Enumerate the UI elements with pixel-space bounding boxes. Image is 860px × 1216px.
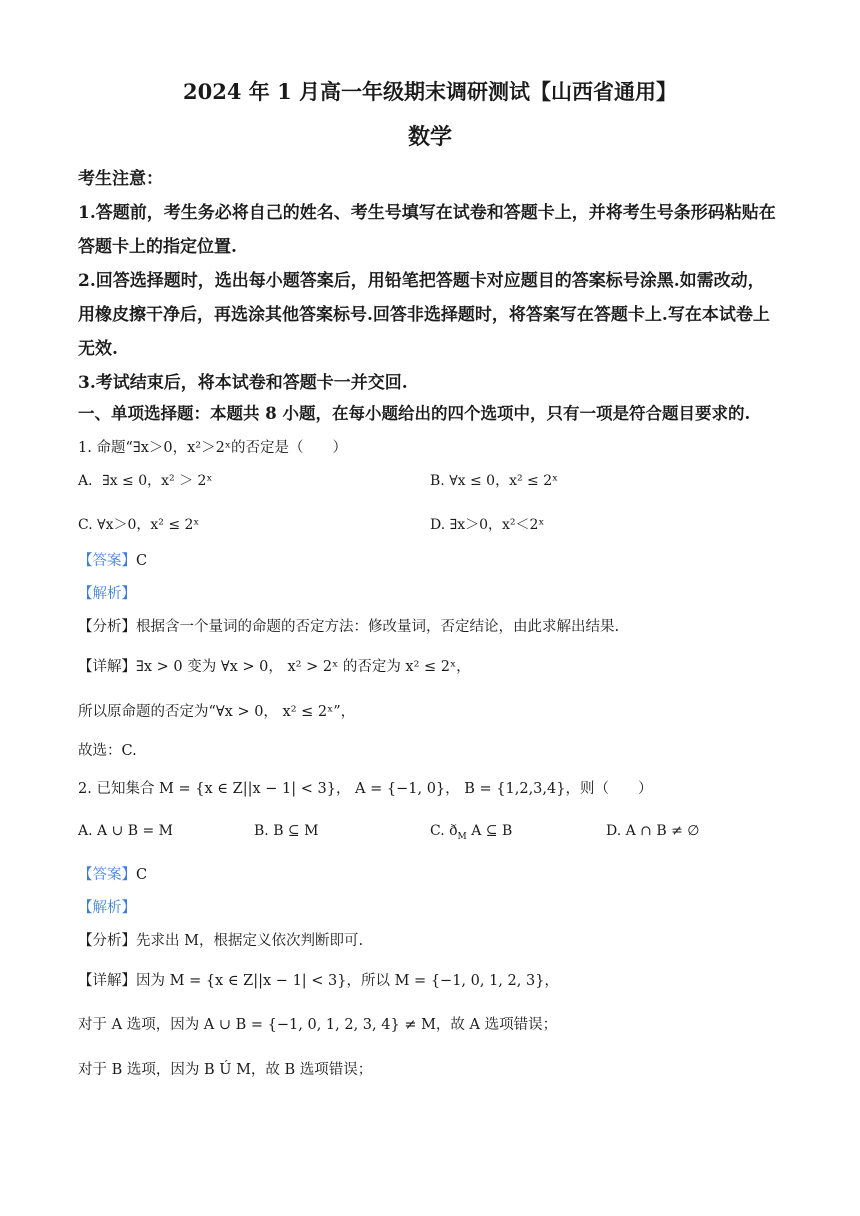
notice-line: 1.答题前，考生务必将自己的姓名、考生号填写在试卷和答题卡上，并将考生号条形码粘贴在 — [78, 203, 776, 223]
q1-fenxi: 【分析】根据含一个量词的命题的否定方法：修改量词，否定结论，由此求解出结果. — [78, 619, 620, 635]
option-c-rest: A ⊆ B — [466, 823, 513, 839]
question-1-stem: 1. 命题“∃x＞0，x²＞2ˣ的否定是（ ） — [78, 440, 347, 456]
q2-option-a: A. A ∪ B = M — [78, 823, 174, 839]
q1-option-b: B. ∀x ≤ 0，x² ≤ 2ˣ — [430, 473, 559, 489]
notice-line: 3.考试结束后，将本试卷和答题卡一并交回. — [78, 373, 408, 393]
q1-option-a: A．∃x ≤ 0，x² ＞ 2ˣ — [78, 473, 213, 489]
q1-conclusion: 所以原命题的否定为“∀x > 0， x² ≤ 2ˣ”， — [78, 704, 356, 720]
q1-analysis-label: 【解析】 — [78, 586, 136, 602]
notice-line: 无效. — [78, 339, 118, 359]
complement-subscript: M — [457, 831, 467, 842]
q1-option-c: C. ∀x＞0，x² ≤ 2ˣ — [78, 517, 200, 533]
q2-analysis-label: 【解析】 — [78, 900, 136, 916]
answer-label: 【答案】 — [78, 553, 136, 569]
notice-heading: 考生注意： — [78, 169, 163, 189]
q2-option-d: D. A ∩ B ≠ ∅ — [606, 823, 700, 839]
q2-b-check: 对于 B 选项，因为 B Ú M，故 B 选项错误； — [78, 1062, 373, 1078]
q2-fenxi: 【分析】先求出 M，根据定义依次判断即可. — [78, 933, 364, 949]
exam-title: 2024 年 1 月高一年级期末调研测试【山西省通用】 — [183, 79, 677, 104]
answer-value: C — [136, 867, 148, 883]
q2-detail: 【详解】因为 M = {x ∈ Z||x − 1| < 3}，所以 M = {−1, 0, 1, 2, 3}， — [78, 973, 559, 989]
answer-label: 【答案】 — [78, 867, 136, 883]
q1-choice: 故选：C. — [78, 743, 137, 759]
q1-option-d: D. ∃x＞0，x²＜2ˣ — [430, 517, 545, 533]
q2-option-c — [430, 823, 512, 842]
subject-title: 数学 — [407, 124, 452, 150]
q1-answer — [78, 549, 147, 570]
answer-value: C — [136, 553, 148, 569]
question-2-stem: 2. 已知集合 M = {x ∈ Z||x − 1| < 3}， A = {−1, 0}， B = {1,2,3,4}，则（ ） — [78, 781, 653, 797]
q2-answer — [78, 863, 147, 884]
q2-option-b: B. B ⊆ M — [254, 823, 319, 839]
notice-line: 2.回答选择题时，选出每小题答案后，用铅笔把答题卡对应题目的答案标号涂黑.如需改动， — [78, 271, 765, 291]
notice-line: 答题卡上的指定位置. — [78, 237, 237, 257]
notice-line: 用橡皮擦干净后，再选涂其他答案标号.回答非选择题时，将答案写在答题卡上.写在本试卷上 — [78, 305, 770, 325]
complement-symbol: C. ð — [430, 823, 458, 839]
q1-detail: 【详解】∃x > 0 变为 ∀x > 0， x² > 2ˣ 的否定为 x² ≤ 2ˣ， — [78, 659, 471, 675]
q2-a-check: 对于 A 选项，因为 A ∪ B = {−1, 0, 1, 2, 3, 4} ≠ M，故 A 选项错误； — [78, 1017, 558, 1033]
section-heading: 一、单项选择题：本题共 8 小题，在每小题给出的四个选项中，只有一项是符合题目要求的. — [78, 404, 751, 423]
